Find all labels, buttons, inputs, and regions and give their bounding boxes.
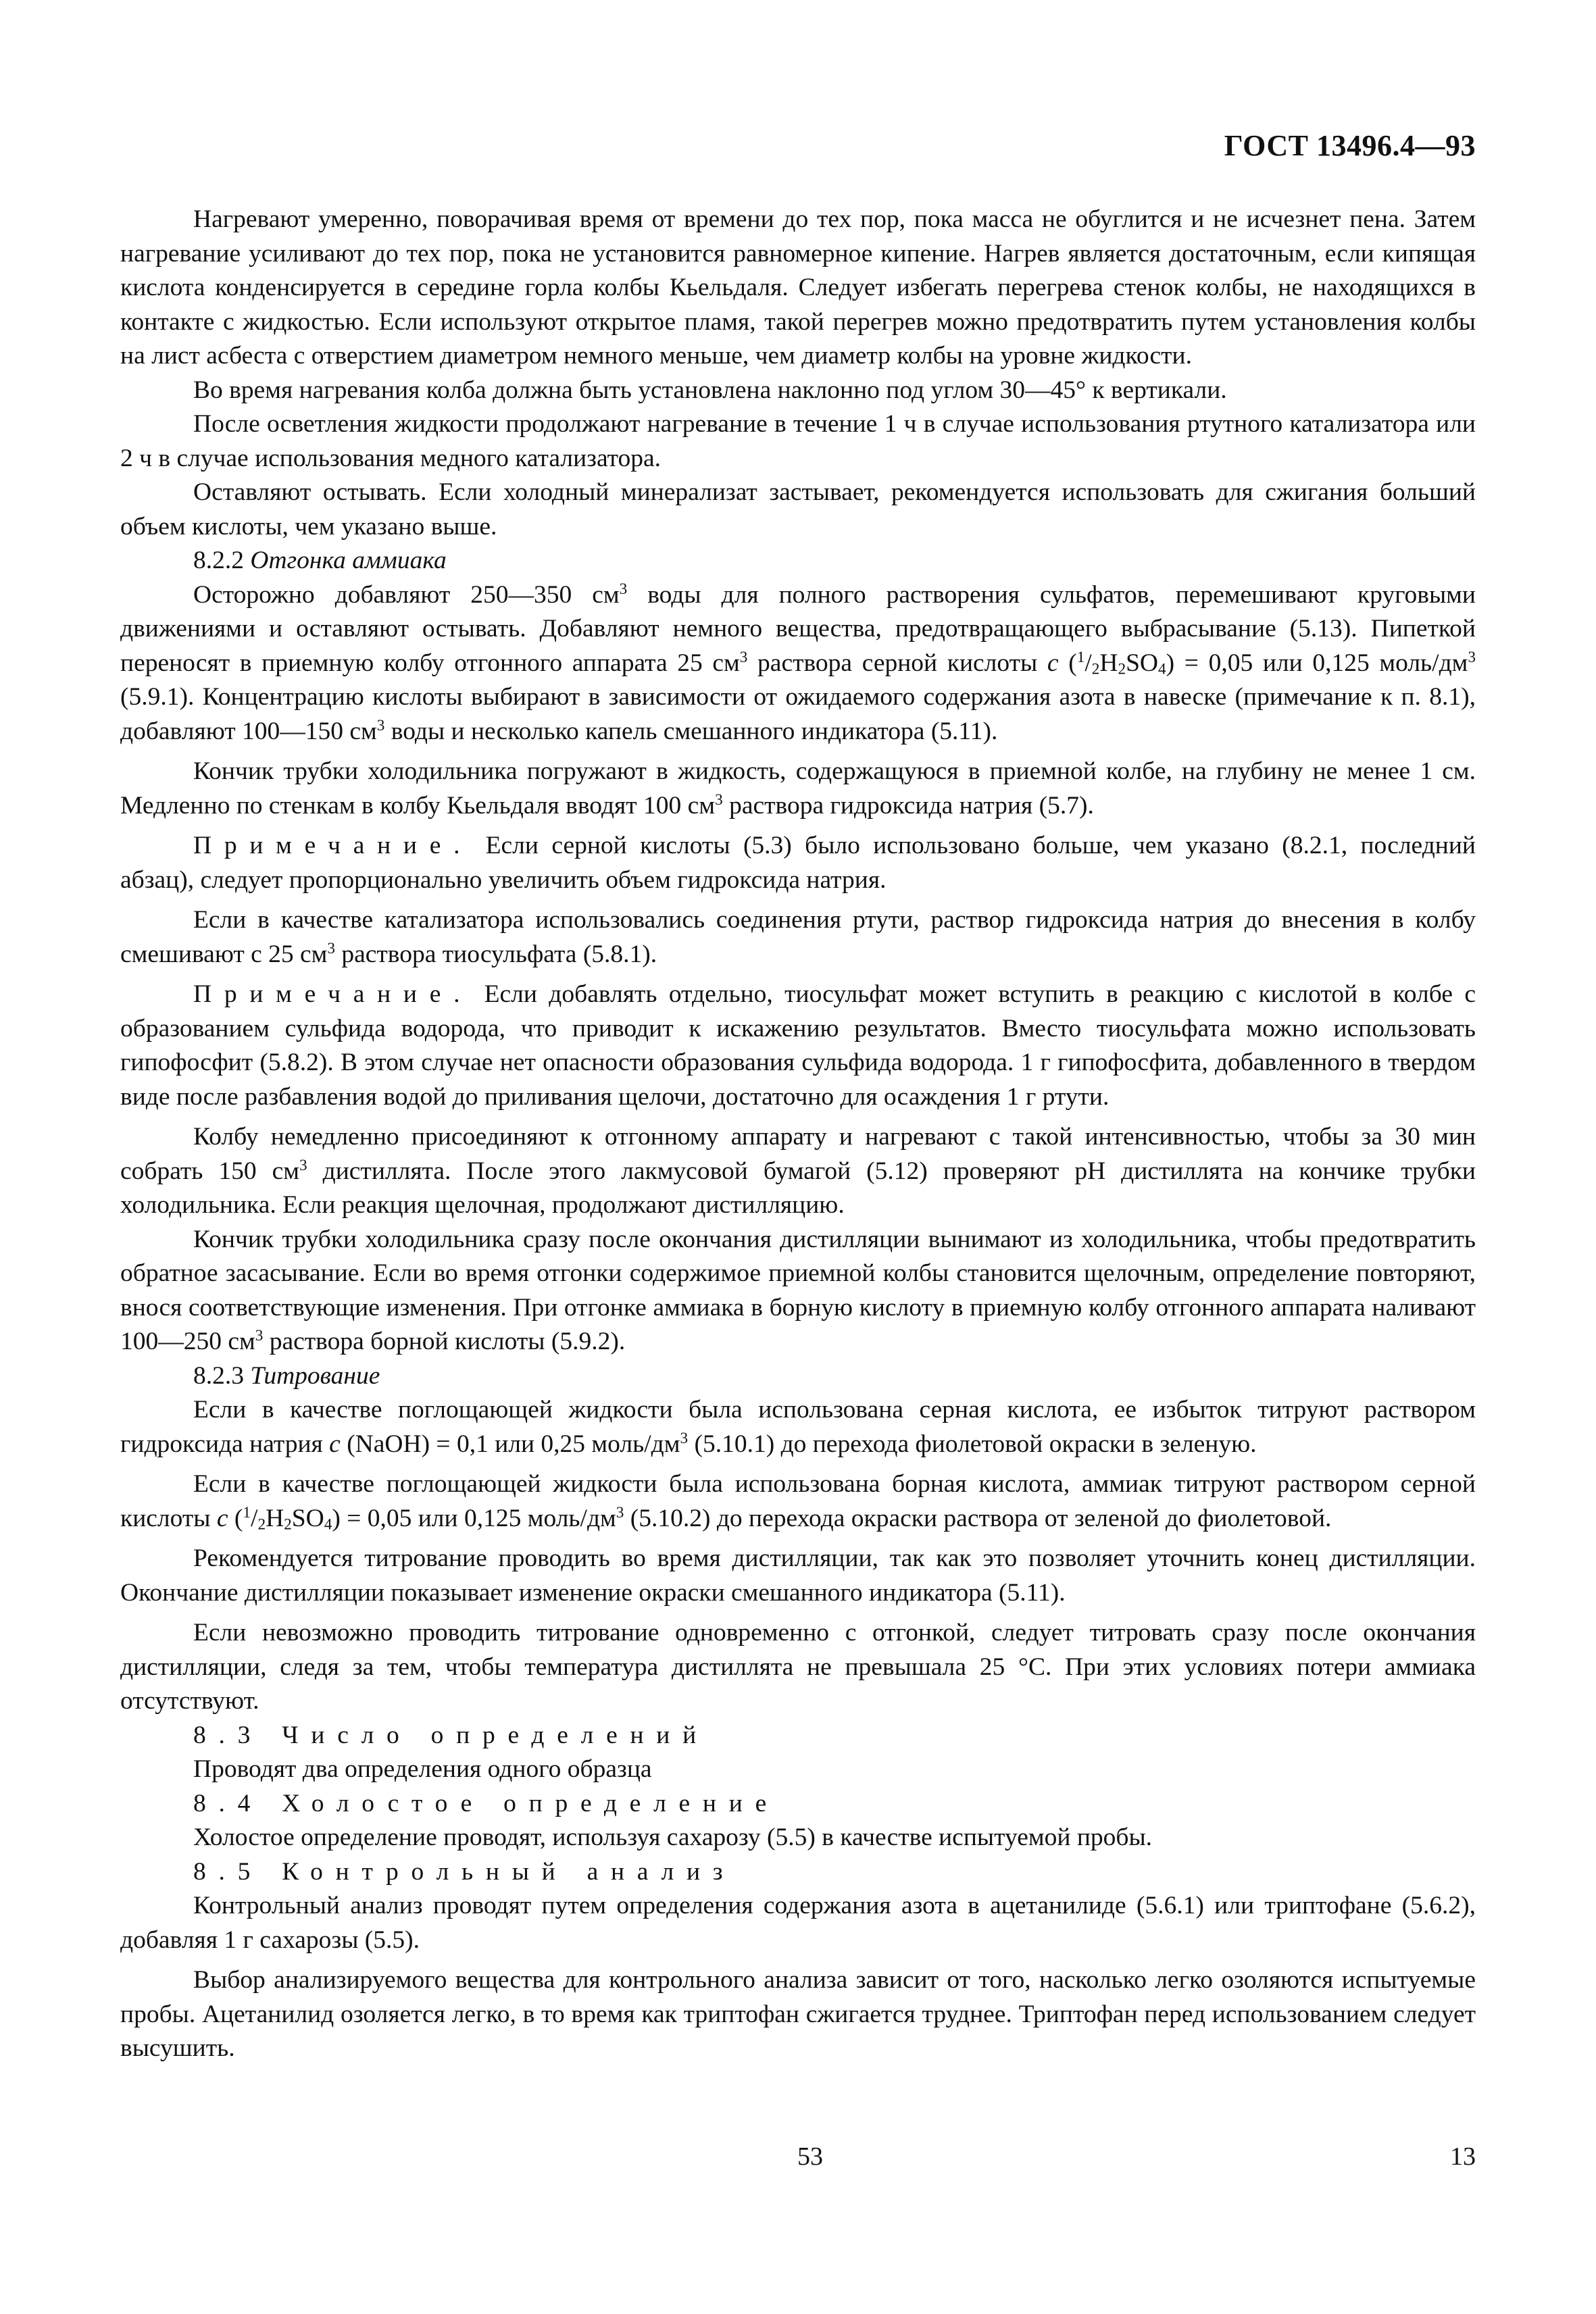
section-number: 8.2.3 <box>193 1361 244 1390</box>
page-number-right: 13 <box>1450 2142 1476 2171</box>
paragraph: Контрольный анализ проводят путем определения содержания азота в ацетанилиде (5.6.1) или триптофане (5.6.2), добавляя 1 г сахарозы (5.5). <box>120 1892 1476 1954</box>
paragraph: Во время нагревания колба должна быть установлена наклонно под углом 30—45° к вертикали. <box>193 376 1227 404</box>
paragraph: Оставляют остывать. Если холодный минерализат застывает, рекомендуется использовать для сжигания больший объем кислоты, чем указано выше. <box>120 478 1476 540</box>
paragraph: Если в качестве поглощающей жидкости была использована серная кислота, ее избыток титруют раствором гидроксида натрия c (NaOH) = 0,1 или 0,25 моль/$дм^3$ (5.10.1) до перехода фиолетовой окраски в зеленую. <box>120 1396 1476 1458</box>
paragraph: После осветления жидкости продолжают нагревание в течение 1 ч в случае использования ртутного катализатора или 2 ч в случае использования медного катализатора. <box>120 410 1476 472</box>
paragraph: Если в качестве катализатора использовались соединения ртути, раствор гидроксида натрия до внесения в колбу смешивают с 25 $см^3$ раствора тиосульфата (5.8.1). <box>120 906 1476 968</box>
paragraph: Нагревают умеренно, поворачивая время от времени до тех пор, пока масса не обуглится и не исчезнет пена. Затем нагревание усиливают до тех пор, пока не установится равномерное кипение. Нагрев является достаточным, если кипящая кислота конденсируется в середине горла колбы Кьельдаля. Следует избегать перегрева стенок колбы, не находящихся в контакте с жидкостью. Если используют открытое пламя, такой перегрев можно предотвратить путем установления колбы на лист асбеста с отверстием диаметром немного меньше, чем диаметр колбы на уровне жидкости. <box>120 205 1476 370</box>
paragraph: Если невозможно проводить титрование одновременно с отгонкой, следует титровать сразу после окончания дистилляции, следя за тем, чтобы температура дистиллята не превышала 25 °С. При этих условиях потери аммиака отсутствуют. <box>120 1619 1476 1715</box>
section-heading-8-2-2 <box>120 544 1476 578</box>
page-number-center: 53 <box>797 2142 823 2171</box>
document-body <box>120 203 1476 2066</box>
section-heading-8-4: 8.4 Холостое определение <box>193 1789 779 1817</box>
paragraph: Проводят два определения одного образца <box>193 1755 652 1783</box>
paragraph: Если в качестве поглощающей жидкости была использована борная кислота, аммиак титруют раствором серной кислоты c $(^1/_2H_2SO_4) = 0,05$ или 0,125 моль/$дм^3$ (5.10.2) до перехода окраски раствора от зеленой до фиолетовой. <box>120 1470 1476 1534</box>
paragraph: Выбор анализируемого вещества для контрольного анализа зависит от того, насколько легко озоляются испытуемые пробы. Ацетанилид озоляется легко, в то время как триптофан сжигается труднее. Триптофан перед использованием следует высушить. <box>120 1966 1476 2062</box>
section-title: Титрование <box>250 1361 380 1390</box>
section-title: Отгонка аммиака <box>250 547 447 574</box>
paragraph: Кончик трубки холодильника погружают в жидкость, содержащуюся в приемной колбе, на глубину не менее 1 см. Медленно по стенкам в колбу Кьельдаля вводят 100 $см^3$ раствора гидроксида натрия (5.7). <box>120 757 1476 820</box>
paragraph: Холостое определение проводят, используя сахарозу (5.5) в качестве испытуемой пробы. <box>193 1823 1153 1851</box>
section-heading-8-2-3 <box>120 1359 1476 1394</box>
paragraph: Кончик трубки холодильника сразу после окончания дистилляции вынимают из холодильника, чтобы предотвратить обратное засасывание. Если во время отгонки содержимое приемной колбы становится щелочным, определение повторяют, внося соответствующие изменения. При отгонке аммиака в борную кислоту в приемную колбу отгонного аппарата наливают 100—250 $см^3$ раствора борной кислоты (5.9.2). <box>120 1225 1476 1355</box>
note-label: Примечание. <box>193 980 473 1008</box>
paragraph: Рекомендуется титрование проводить во время дистилляции, так как это позволяет уточнить конец дистилляции. Окончание дистилляции показывает изменение окраски смешанного индикатора (5.11). <box>120 1544 1476 1607</box>
note: Примечание. Если серной кислоты (5.3) было использовано больше, чем указано (8.2.1, последний абзац), следует пропорционально увеличить объем гидроксида натрия. <box>120 832 1476 894</box>
note-label: Примечание. <box>193 832 473 859</box>
section-heading-8-3: 8.3 Число определений <box>193 1721 709 1749</box>
document-code: ГОСТ 13496.4—93 <box>1224 129 1476 162</box>
paragraph: Колбу немедленно присоединяют к отгонному аппарату и нагревают с такой интенсивностью, чтобы за 30 мин собрать 150 $см^3$ дистиллята. После этого лакмусовой бумагой (5.12) проверяют pH дистиллята на кончике трубки холодильника. Если реакция щелочная, продолжают дистилляцию. <box>120 1123 1476 1219</box>
note: Примечание. Если добавлять отдельно, тиосульфат может вступить в реакцию с кислотой в колбе с образованием сульфида водорода, что приводит к искажению результатов. Вместо тиосульфата можно использовать гипофосфит (5.8.2). В этом случае нет опасности образования сульфида водорода. 1 г гипофосфита, добавленного в твердом виде после разбавления водой до приливания щелочи, достаточно для осаждения 1 г ртути. <box>120 980 1476 1111</box>
paragraph: Осторожно добавляют 250—350 $см^3$ воды для полного растворения сульфатов, перемешивают круговыми движениями и оставляют остывать. Добавляют немного вещества, предотвращающего выбрасывание (5.13). Пипеткой переносят в приемную колбу отгонного аппарата 25 $см^3$ раствора серной кислоты c $(^1/_2H_2SO_4) = 0,05$ или 0,125 моль/$дм^3$ (5.9.1). Концентрацию кислоты выбирают в зависимости от ожидаемого содержания азота в навеске (примечание к п. 8.1), добавляют 100—150 $см^3$ воды и несколько капель смешанного индикатора (5.11). <box>120 580 1476 745</box>
section-number: 8.2.2 <box>193 547 244 574</box>
section-heading-8-5: 8.5 Контрольный анализ <box>193 1857 736 1886</box>
